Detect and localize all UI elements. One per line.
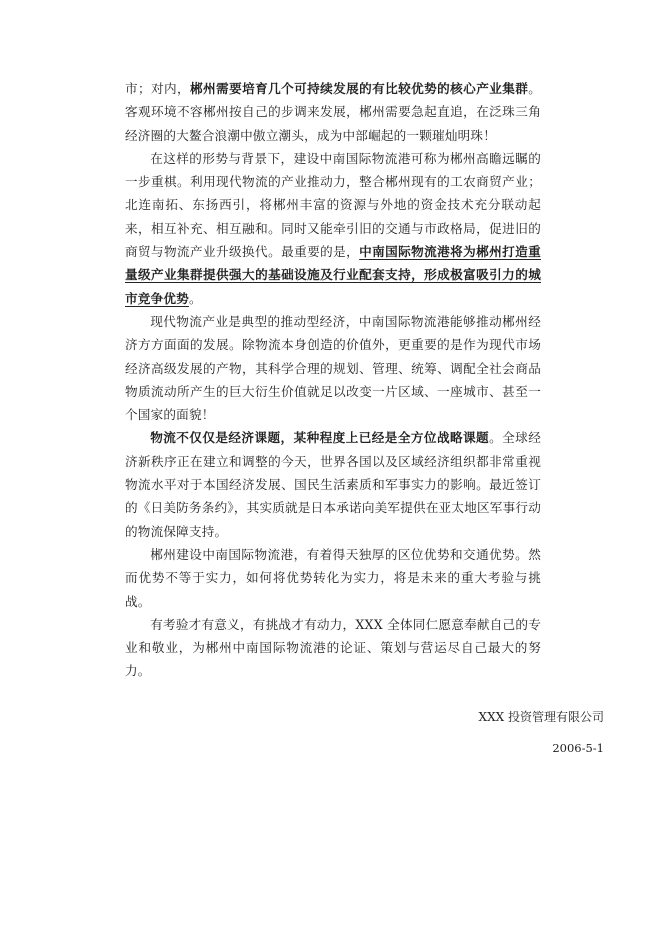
- paragraph-3: [125, 310, 541, 426]
- paragraph-4: [125, 426, 541, 542]
- paragraph-1: [125, 77, 541, 147]
- document-body: [125, 77, 541, 683]
- document-date: 2006-5-1: [552, 741, 604, 755]
- paragraph-6-text: 有考验才有意义，有挑战才有动力，XXX 全体同仁愿意奉献自己的专业和敬业，为郴州中南国际物流港的论证、策划与营运尽自己最大的努力。: [125, 616, 541, 679]
- company-signature: XXX 投资管理有限公司: [478, 710, 604, 724]
- paragraph-6: [125, 613, 541, 683]
- paragraph-2-text: 在这样的形势与背景下，建设中南国际物流港可称为郴州高瞻远瞩的一步重棋。利用现代物流的产业推动力，整合郴州现有的工农商贸产业；北连南拓、东扬西引，将郴州丰富的资源与外地的资金技术充分联动起来，相互补充、相互融和。同时又能牵引旧的交通与市政格局，促进旧的商贸与物流产业升级换代。最重要的是，: [125, 150, 541, 260]
- paragraph-1-text: 市；对内，: [125, 81, 191, 96]
- paragraph-1-text-rest: 。客观环境不容郴州按自己的步调来发展，郴州需要急起直追，在泛珠三角经济圈的大鳌合浪潮中傲立潮头，成为中部崛起的一颗璀灿明珠！: [125, 81, 542, 143]
- paragraph-4-emphasis: 物流不仅仅是经济课题，某种程度上已经是全方位战略课题: [150, 430, 490, 446]
- paragraph-2-text-end: 。: [188, 290, 202, 306]
- paragraph-2-emphasis: 中南国际物流港将为郴州打造重量级产业集群提供强大的基础设施及行业配套支持，形成极富吸引力的城市竞争优势: [125, 244, 541, 306]
- paragraph-5: [125, 543, 541, 613]
- paragraph-5-text: 郴州建设中南国际物流港，有着得天独厚的区位优势和交通优势。然而优势不等于实力，如何将优势转化为实力，将是未来的重大考验与挑战。: [125, 546, 541, 609]
- paragraph-3-text: 现代物流产业是典型的推动型经济，中南国际物流港能够推动郴州经济方方面面的发展。除物流本身创造的价值外，更重要的是作为现代市场经济高级发展的产物，其科学合理的规划、管理、统筹、调配全社会商品物质流动所产生的巨大衍生价值就足以改变一片区域、一座城市、甚至一个国家的面貌！: [125, 313, 541, 423]
- paragraph-1-emphasis: 郴州需要培育几个可持续发展的有比较优势的核心产业集群: [190, 81, 529, 96]
- paragraph-4-text: 。全球经济新秩序正在建立和调整的今天，世界各国以及区域经济组织都非常重视物流水平对于本国经济发展、国民生活素质和军事实力的影响。最近签订的《日美防务条约》，其实质就是日本承诺向美军提供在亚太地区军事行动的物流保障支持。: [125, 430, 541, 539]
- paragraph-2: [125, 147, 541, 310]
